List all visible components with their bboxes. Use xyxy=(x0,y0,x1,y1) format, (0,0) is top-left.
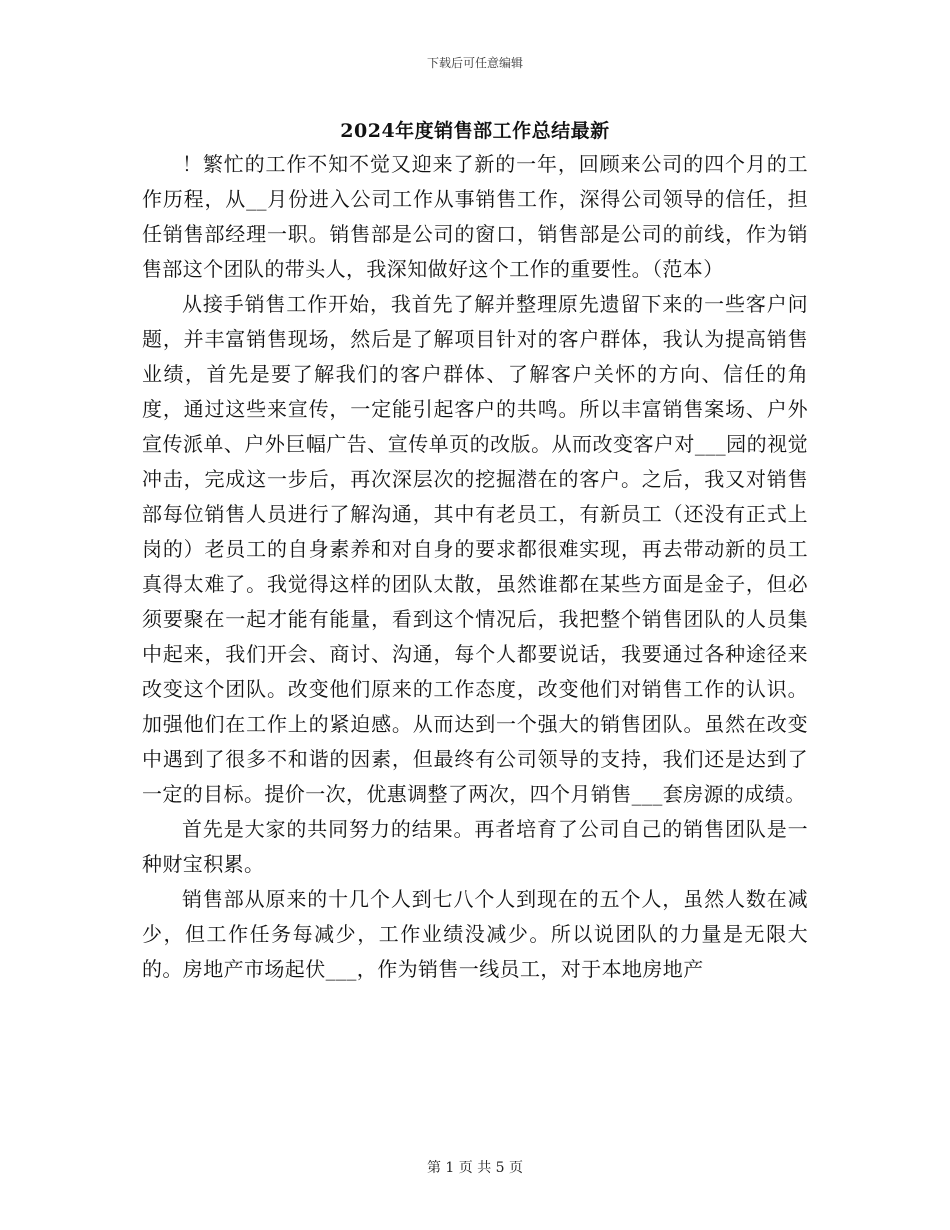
paragraph-sales-work: 从接手销售工作开始，我首先了解并整理原先遗留下来的一些客户问题，并丰富销售现场，然后是了解项目针对的客户群体，我认为提高销售业绩，首先是要了解我们的客户群体、了解客户关怀的方向、信任的角度，通过这些来宣传，一定能引起客户的共鸣。所以丰富销售案场、户外宣传派单、户外巨幅广告、宣传单页的改版。从而改变客户对___园的视觉冲击，完成这一步后，再次深层次的挖掘潜在的客户。之后，我又对销售部每位销售人员进行了解沟通，其中有老员工，有新员工（还没有正式上岗的）老员工的自身素养和对自身的要求都很难实现，再去带动新的员工真得太难了。我觉得这样的团队太散，虽然谁都在某些方面是金子，但必须要聚在一起才能有能量，看到这个情况后，我把整个销售团队的人员集中起来，我们开会、商讨、沟通，每个人都要说话，我要通过各种途径来改变这个团队。改变他们原来的工作态度，改变他们对销售工作的认识。加强他们在工作上的紧迫感。从而达到一个强大的销售团队。虽然在改变中遇到了很多不和谐的因素，但最终有公司领导的支持，我们还是达到了一定的目标。提价一次，优惠调整了两次，四个月销售___套房源的成绩。 xyxy=(142,292,808,806)
paragraph-team-effort: 首先是大家的共同努力的结果。再者培育了公司自己的销售团队是一种财宝积累。 xyxy=(142,817,808,876)
paragraph-intro: ！繁忙的工作不知不觉又迎来了新的一年，回顾来公司的四个月的工作历程，从__月份进入公司工作从事销售工作，深得公司领导的信任，担任销售部经理一职。销售部是公司的窗口，销售部是公司的前线，作为销售部这个团队的带头人，我深知做好这个工作的重要性。（范本） xyxy=(142,152,808,281)
download-note: 下载后可任意编辑 xyxy=(426,56,523,70)
page-footer: 第 1 页 共 5 页 xyxy=(426,1160,524,1176)
document-title: 2024年度销售部工作总结最新 xyxy=(340,120,610,142)
document-body xyxy=(142,147,808,987)
paragraph-team-size: 销售部从原来的十几个人到七八个人到现在的五个人，虽然人数在减少，但工作任务每减少，工作业绩没减少。所以说团队的力量是无限大的。房地产市场起伏___，作为销售一线员工，对于本地房地产 xyxy=(142,887,808,981)
